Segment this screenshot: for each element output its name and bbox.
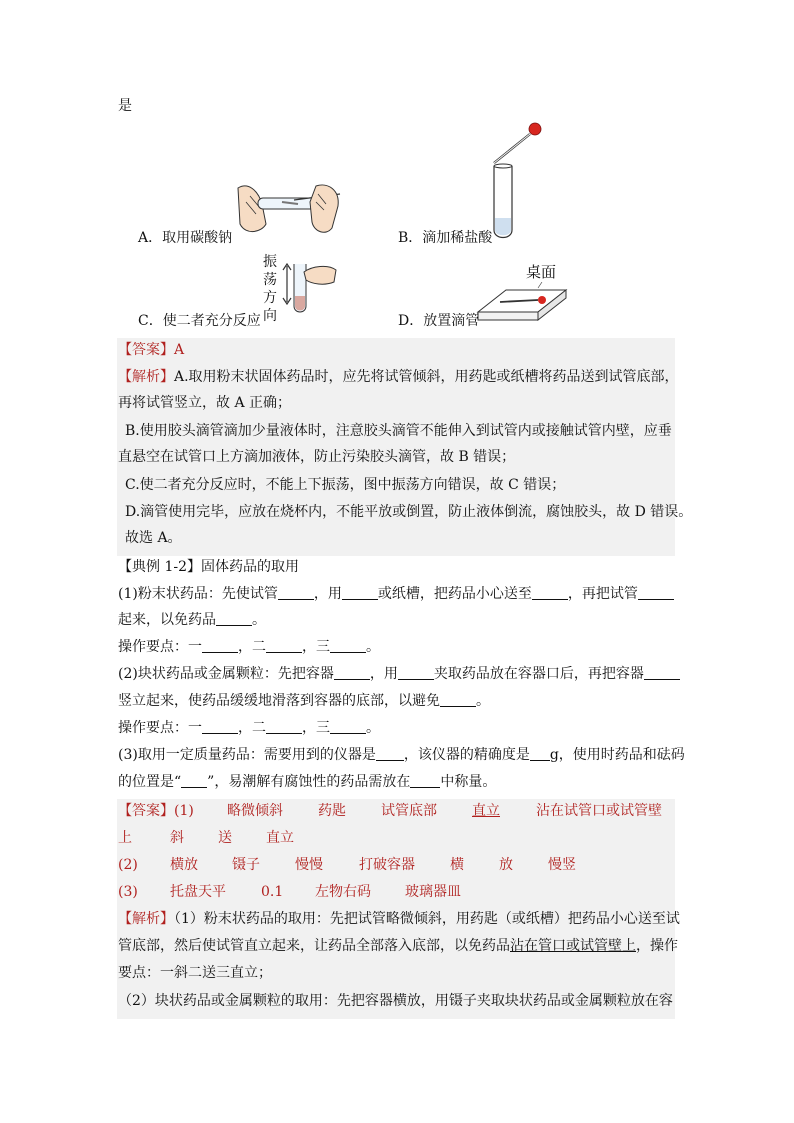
answer-2-r4-c3: 左物右码 <box>315 884 371 900</box>
answer-2-r3-c1: 横放 <box>170 857 198 873</box>
analysis-2-line-1: 【解析】（1）粉末状药品的取用：先把试管略微倾斜，用药匙（或纸槽）把药品小心送至试 <box>118 911 680 927</box>
example-part-2-line-2: 竖立起来，使药品缓缓地滑落到容器的底部，以避免 。 <box>118 693 490 709</box>
example-key-1: 操作要点：一 ，二 ，三 。 <box>118 639 380 655</box>
table-label: 桌面 <box>526 263 557 281</box>
analysis-2-line-4: （2）块状药品或金属颗粒的取用：先把容器横放，用镊子夹取块状药品或金属颗粒放在容 <box>118 993 673 1009</box>
answer-2-r3-c5: 横 <box>450 857 464 873</box>
analysis-1-line-7: 故选 A。 <box>125 530 182 546</box>
example-part-1-line-2: 起来，以免药品 。 <box>118 612 266 628</box>
answer-2-r4-c4: 玻璃器皿 <box>405 884 461 900</box>
option-c-label: C．使二者充分反应 <box>138 313 261 329</box>
figure-c-shaking-tube <box>278 262 340 322</box>
answer-2-r2-c1: 斜 <box>170 830 184 846</box>
answer-2-r1-c2: 药匙 <box>318 803 346 819</box>
example-key-2: 操作要点：一 ，二 ，三 。 <box>118 720 380 736</box>
answer-2-r3-c3: 慢慢 <box>295 857 323 873</box>
analysis-1-line-1: 【解析】A.取用粉末状固体药品时，应先将试管倾斜，用药匙或纸槽将药品送到试管底部， <box>118 369 679 385</box>
answer-2-r3-c7: 慢竖 <box>548 857 576 873</box>
analysis-1-line-3: B.使用胶头滴管滴加少量液体时，注意胶头滴管不能伸入到试管内或接触试管内壁，应垂 <box>125 423 672 439</box>
answer-2-r1-c4: 直立 <box>472 803 500 819</box>
answer-2-r2-c0: 上 <box>118 830 132 846</box>
answer-2-r1-c1: 略微倾斜 <box>227 803 283 819</box>
answer-1: 【答案】A <box>118 342 185 358</box>
example-part-3-line-2: 的位置是“ ”，易潮解有腐蚀性的药品需放在 中称量。 <box>118 774 497 790</box>
answer-2-tag: 【答案】 <box>118 803 174 819</box>
answer-2-r3-c2: 镊子 <box>232 857 260 873</box>
example-heading: 【典例 1-2】固体药品的取用 <box>118 559 299 575</box>
answer-2-r4-c0: (3) <box>118 884 138 900</box>
analysis-1-line-5: C.使二者充分反应时，不能上下振荡，图中振荡方向错误，故 C 错误； <box>125 477 566 493</box>
option-b-label: B．滴加稀盐酸 <box>398 230 493 246</box>
figure-a-hands-test-tube <box>232 180 347 242</box>
answer-2-r1-c5: 沾在试管口或试管壁 <box>536 803 662 819</box>
answer-2-r3-c0: (2) <box>118 857 138 873</box>
example-part-1-line-1: (1)粉末状药品：先使试管 ，用 或纸槽，把药品小心送至 ，再把试管 <box>118 584 674 604</box>
answer-2-r2-c2: 送 <box>218 830 232 846</box>
option-d-label: D．放置滴管 <box>398 313 480 329</box>
example-part-2-line-1: (2)块状药品或金属颗粒：先把容器 ，用 夹取药品放在容器口后，再把容器 <box>118 664 680 684</box>
question-tail-text: 是 <box>118 98 132 114</box>
analysis-1-line-6: D.滴管使用完毕，应放在烧杯内，不能平放或倒置，防止液体倒流，腐蚀胶头，故 D 错误。 <box>125 504 693 520</box>
example-part-3-line-1: (3)取用一定质量药品：需要用到的仪器是 ，该仪器的精确度是 g，使用时药品和砝码 <box>118 747 685 763</box>
answer-2-r2-c3: 直立 <box>266 830 294 846</box>
answer-2-r3-c6: 放 <box>499 857 513 873</box>
analysis-2-line-3: 要点：一斜二送三直立； <box>118 965 272 981</box>
shaking-direction-label: 振 荡 方 向 <box>263 254 277 324</box>
answer-2-r1-c3: 试管底部 <box>381 803 437 819</box>
analysis-2-line-2: 管底部，然后使试管直立起来，让药品全部落入底部，以免药品沾在管口或试管壁上，操作 <box>118 938 678 954</box>
figure-d-dropper-on-table <box>476 282 568 326</box>
analysis-1-line-2: 再将试管竖立，故 A 正确； <box>118 395 292 411</box>
answer-2-r3-c4: 打破容器 <box>359 857 415 873</box>
analysis-1-line-4: 直悬空在试管口上方滴加液体，防止污染胶头滴管，故 B 错误； <box>118 449 516 465</box>
answer-2-r4-c2: 0.1 <box>261 884 284 900</box>
option-a-label: A．取用碳酸钠 <box>138 230 233 246</box>
answer-2-r4-c1: 托盘天平 <box>170 884 226 900</box>
answer-2-r1-c0: (1) <box>174 803 194 819</box>
figure-b-dropper-tube <box>486 118 546 242</box>
